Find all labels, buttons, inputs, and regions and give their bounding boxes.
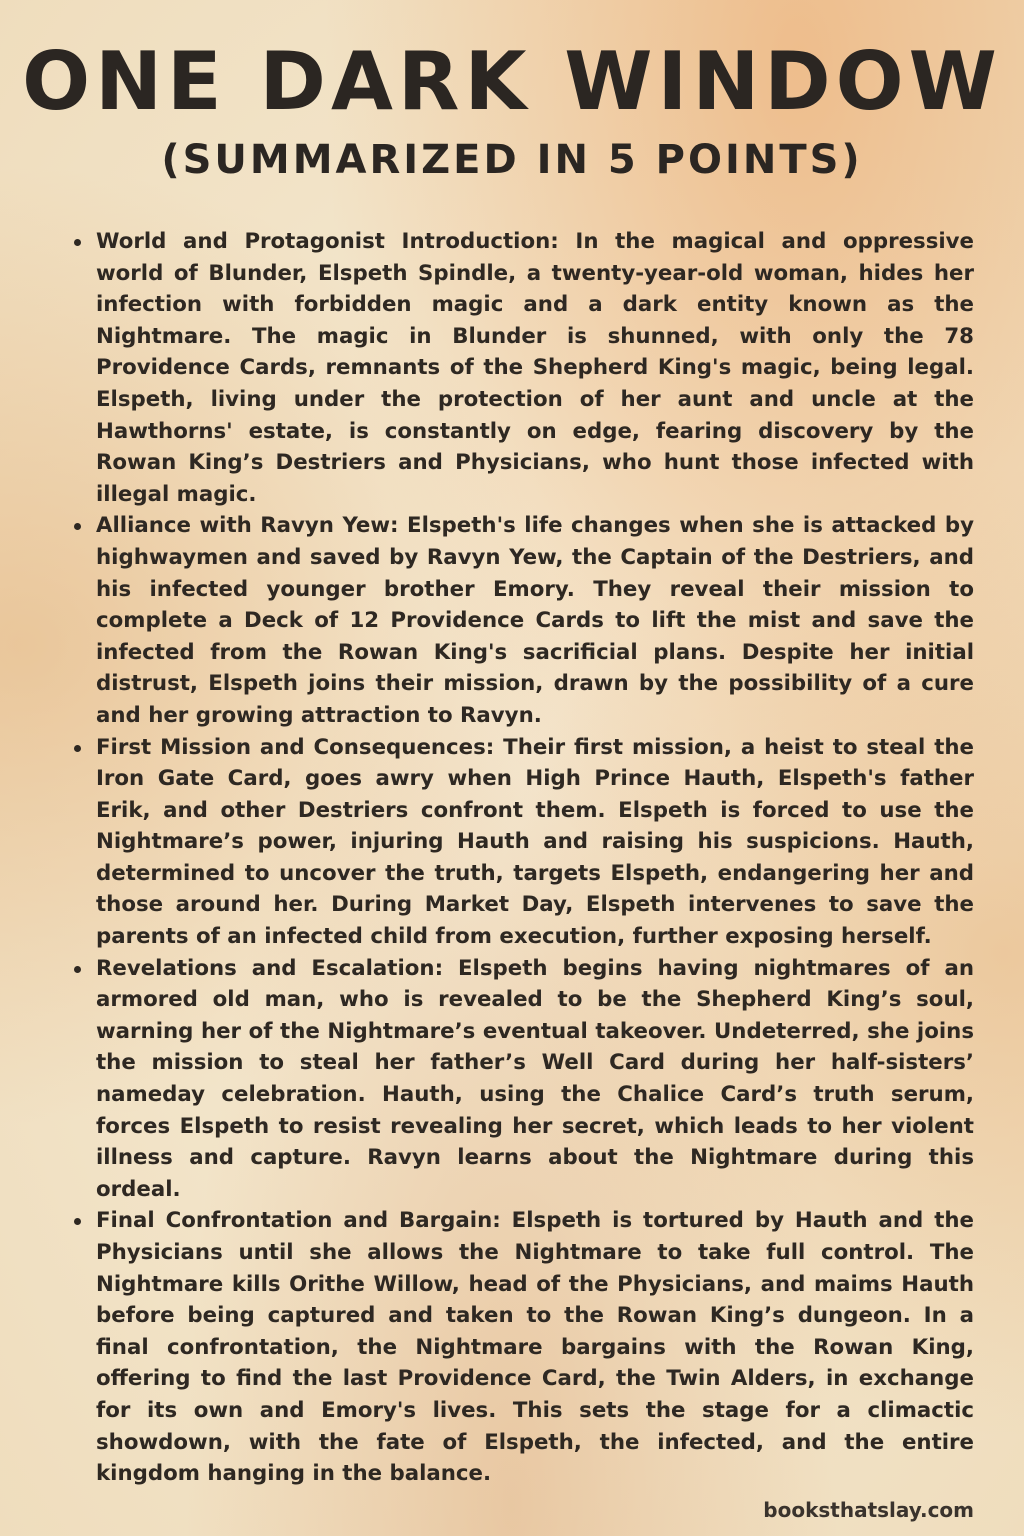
summary-point-text: Final Confrontation and Bargain: Elspeth is tortured by Hauth and the Physicians until she allows the Nightmare to take full control. The Nightmare kills Orithe Willow, head of the Physicians, and maims Hauth before being captured and taken to the Rowan King’s dungeon. In a final confrontation, the Nightmare bargains with the Rowan King, offering to find the last Providence Card, the Twin Alders, in exchange for its own and Emory's lives. This sets the stage for a climactic showdown, with the fate of Elspeth, the infected, and the entire kingdom hanging in the balance. xyxy=(96,1208,974,1487)
bullet-icon xyxy=(74,523,81,530)
summary-point-1 xyxy=(70,226,974,510)
summary-point-3 xyxy=(70,732,974,953)
summary-point-2 xyxy=(70,510,974,731)
summary-point-5 xyxy=(70,1205,974,1489)
summary-point-text: World and Protagonist Introduction: In the magical and oppressive world of Blunder, Elspeth Spindle, a twenty-year-old woman, hides her infection with forbidden magic and a dark entity known as the Nightmare. The magic in Blunder is shunned, with only the 78 Providence Cards, remnants of the Shepherd King's magic, being legal. Elspeth, living under the protection of her aunt and uncle at the Hawthorns' estate, is constantly on edge, fearing discovery by the Rowan King’s Destriers and Physicians, who hunt those infected with illegal magic. xyxy=(96,229,974,507)
summary-point-text: Revelations and Escalation: Elspeth begins having nightmares of an armored old man, who is revealed to be the Shepherd King’s soul, warning her of the Nightmare’s eventual takeover. Undeterred, she joins the mission to steal her father’s Well Card during her half-sisters’ nameday celebration. Hauth, using the Chalice Card’s truth serum, forces Elspeth to resist revealing her secret, which leads to her violent illness and capture. Ravyn learns about the Nightmare during this ordeal. xyxy=(96,955,974,1202)
bullet-icon xyxy=(74,1218,81,1225)
summary-point-text: First Mission and Consequences: Their first mission, a heist to steal the Iron Gate Card, goes awry when High Prince Hauth, Elspeth's father Erik, and other Destriers confront them. Elspeth is forced to use the Nightmare’s power, injuring Hauth and raising his suspicions. Hauth, determined to uncover the truth, targets Elspeth, endangering her and those around her. During Market Day, Elspeth intervenes to save the parents of an infected child from execution, further exposing herself. xyxy=(96,734,974,950)
bullet-icon xyxy=(74,745,81,752)
bullet-icon xyxy=(74,966,81,973)
summary-point-4 xyxy=(70,953,974,1206)
site-credit: booksthatslay.com xyxy=(763,1498,974,1522)
page-title: ONE DARK WINDOW xyxy=(22,35,1002,128)
bullet-icon xyxy=(74,239,81,246)
summary-points-list xyxy=(70,226,974,1490)
page-subtitle: (SUMMARIZED IN 5 POINTS) xyxy=(161,137,863,183)
summary-point-text: Alliance with Ravyn Yew: Elspeth's life changes when she is attacked by highwaymen and saved by Ravyn Yew, the Captain of the Destriers, and his infected younger brother Emory. They reveal their mission to complete a Deck of 12 Providence Cards to lift the mist and save the infected from the Rowan King's sacrificial plans. Despite her initial distrust, Elspeth joins their mission, drawn by the possibility of a cure and her growing attraction to Ravyn. xyxy=(96,513,974,728)
